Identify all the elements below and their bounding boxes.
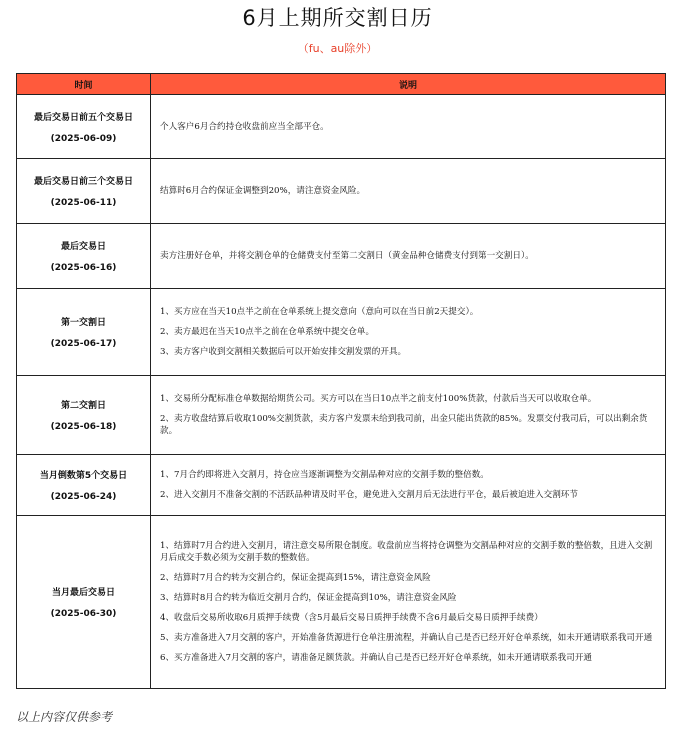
- time-label: 第一交割日: [60, 318, 106, 328]
- description-item: 2、卖方最迟在当天10点半之前在仓单系统中提交仓单。: [160, 327, 375, 337]
- table-row: [17, 516, 666, 689]
- description-cell: [151, 455, 666, 516]
- description-cell: [151, 376, 666, 455]
- disclaimer-footer: 以上内容仅供参考: [16, 710, 113, 724]
- description-item: 1、7月合约即将进入交割月，持仓应当逐渐调整为交割品种对应的交割手数的整倍数。: [160, 470, 489, 480]
- description-item: 结算时6月合约保证金调整到20%，请注意资金风险。: [160, 186, 366, 196]
- time-date: (2025-06-24): [50, 492, 117, 502]
- table-row: [17, 455, 666, 516]
- time-cell: [17, 516, 151, 689]
- description-cell: [151, 289, 666, 376]
- time-date: (2025-06-11): [50, 198, 117, 208]
- page-title: 6月上期所交割日历: [242, 6, 433, 30]
- description-cell: [151, 224, 666, 289]
- time-cell: [17, 224, 151, 289]
- description-item: 2、进入交割月不准备交割的不活跃品种请及时平仓，避免进入交割月后无法进行平仓，最后被迫进入交割环节: [160, 490, 578, 500]
- time-label: 当月最后交易日: [51, 588, 115, 598]
- time-date: (2025-06-18): [50, 422, 117, 432]
- delivery-calendar-table: [16, 73, 666, 689]
- time-label: 最后交易日前五个交易日: [33, 112, 133, 123]
- time-cell: [17, 289, 151, 376]
- description-item: 4、收盘后交易所收取6月质押手续费（含5月最后交易日质押手续费不含6月最后交易日质押手续费）: [160, 613, 543, 623]
- time-date: (2025-06-16): [50, 263, 117, 273]
- time-date: (2025-06-09): [50, 133, 117, 144]
- table-header-row: [17, 74, 666, 95]
- time-date: (2025-06-30): [50, 609, 117, 619]
- description-item: 6、买方准备进入7月交割的客户，请准备足额货款。并确认自己是否已经开好仓单系统，如未开通请联系我司开通: [160, 653, 593, 663]
- description-item: 5、卖方准备进入7月交割的客户，开始准备货源进行仓单注册流程，并确认自己是否已经开好仓单系统，如未开通请联系我司开通: [160, 633, 653, 643]
- description-item: 个人客户6月合约持仓收盘前应当全部平仓。: [160, 121, 329, 132]
- description-item: 1、交易所分配标准仓单数据给期货公司。买方可以在当日10点半之前支付100%货款，付款后当天可以收取仓单。: [160, 394, 597, 404]
- time-label: 最后交易日前三个交易日: [33, 177, 133, 187]
- header-description: 说明: [151, 74, 666, 95]
- description-cell: [151, 159, 666, 224]
- time-label: 第二交割日: [60, 401, 106, 411]
- description-item: 卖方注册好仓单，并将交割仓单的仓储费支付至第二交割日（黄金品种仓储费支付到第一交割日）。: [160, 251, 534, 261]
- time-cell: [17, 159, 151, 224]
- description-item: 2、结算时7月合约转为交割合约，保证金提高到15%，请注意资金风险: [160, 573, 431, 583]
- page-subtitle: （fu、au除外）: [297, 42, 378, 55]
- time-label: 当月倒数第5个交易日: [39, 471, 128, 481]
- description-item: 1、结算时7月合约进入交割月，请注意交易所限仓制度。收盘前应当将持仓调整为交割品种对应的交割手数的整倍数，且进入交割月后成交手数必须为交割手数的整数倍。: [160, 541, 653, 563]
- time-date: (2025-06-17): [50, 339, 117, 349]
- description-item: 2、卖方收盘结算后收取100%交割货款，卖方客户发票未给到我司前，出金只能出货款的85%。发票交付我司后，可以出剩余货款。: [160, 414, 648, 436]
- description-item: 3、结算时8月合约转为临近交割月合约，保证金提高到10%，请注意资金风险: [160, 593, 457, 603]
- description-item: 1、买方应在当天10点半之前在仓单系统上提交意向（意向可以在当日前2天提交）。: [160, 307, 479, 317]
- table-row: [17, 159, 666, 224]
- description-item: 3、卖方客户收到交割相关数据后可以开始安排交割发票的开具。: [160, 347, 407, 357]
- description-cell: [151, 95, 666, 159]
- time-label: 最后交易日: [60, 242, 106, 252]
- time-cell: [17, 95, 151, 159]
- time-cell: [17, 376, 151, 455]
- table-row: [17, 376, 666, 455]
- table-row: [17, 289, 666, 376]
- description-cell: [151, 516, 666, 689]
- header-time: 时间: [17, 74, 151, 95]
- time-cell: [17, 455, 151, 516]
- table-row: [17, 95, 666, 159]
- table-row: [17, 224, 666, 289]
